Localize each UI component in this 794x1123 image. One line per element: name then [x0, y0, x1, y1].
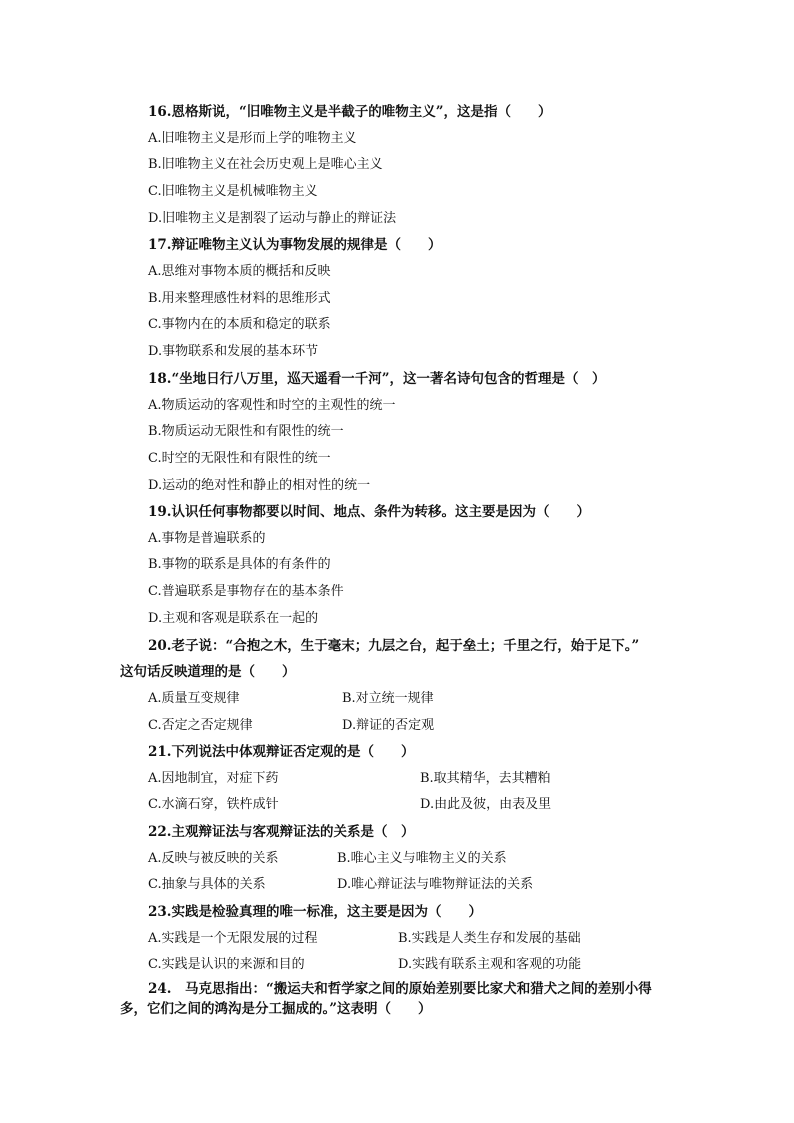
- question-19-option-a: A.事物是普遍联系的: [148, 531, 266, 546]
- question-17-option-c: C.事物内在的本质和稳定的联系: [148, 317, 331, 332]
- question-22-option-c: C.抽象与具体的关系: [148, 877, 266, 892]
- question-17-option-a: A.思维对事物本质的概括和反映: [148, 264, 331, 279]
- question-18-stem: 18.“坐地日行八万里，巡天遥看一千河”，这一著名诗句包含的哲理是（ ）: [148, 371, 606, 387]
- question-17-option-b: B.用来整理感性材料的思维形式: [148, 291, 331, 306]
- question-18-option-d: D.运动的绝对性和静止的相对性的统一: [148, 478, 371, 493]
- question-23-option-c: C.实践是认识的来源和目的: [148, 957, 305, 972]
- question-21-option-d: D.由此及彼，由表及里: [420, 797, 552, 812]
- question-20-stem-line-1: 20.老子说：“合抱之木，生于毫末；九层之台，起于垒土；千里之行，始于足下。”: [148, 638, 640, 654]
- question-19-stem: 19.认识任何事物都要以时间、地点、条件为转移。这主要是因为（ ）: [148, 504, 590, 520]
- question-22-option-a: A.反映与被反映的关系: [148, 851, 279, 866]
- question-23-option-b: B.实践是人类生存和发展的基础: [398, 931, 581, 946]
- question-24-stem-line-2: 多，它们之间的鸿沟是分工掘成的。”这表明（ ）: [120, 1001, 432, 1017]
- question-18-option-b: B.物质运动无限性和有限性的统一: [148, 424, 344, 439]
- question-21-option-c: C.水滴石穿，铁杵成针: [148, 797, 279, 812]
- question-20-option-d: D.辩证的否定观: [342, 718, 435, 733]
- question-16-option-b: B.旧唯物主义在社会历史观上是唯心主义: [148, 157, 383, 172]
- question-20-option-b: B.对立统一规律: [342, 691, 434, 706]
- question-24-stem-line-1: 24. 马克思指出：“搬运夫和哲学家之间的原始差别要比家犬和猎犬之间的差别小得: [148, 981, 652, 997]
- question-22-stem: 22.主观辩证法与客观辩证法的关系是（ ）: [148, 824, 415, 840]
- question-21-option-a: A.因地制宜，对症下药: [148, 771, 279, 786]
- question-17-stem: 17.辩证唯物主义认为事物发展的规律是（ ）: [148, 237, 442, 253]
- question-17-option-d: D.事物联系和发展的基本环节: [148, 344, 319, 359]
- question-22-option-d: D.唯心辩证法与唯物辩证法的关系: [337, 877, 534, 892]
- question-23-stem: 23.实践是检验真理的唯一标准，这主要是因为（ ）: [148, 904, 482, 920]
- question-23-option-a: A.实践是一个无限发展的过程: [148, 931, 318, 946]
- question-19-option-c: C.普遍联系是事物存在的基本条件: [148, 584, 344, 599]
- question-20-option-c: C.否定之否定规律: [148, 718, 253, 733]
- question-16-option-c: C.旧唯物主义是机械唯物主义: [148, 184, 318, 199]
- question-18-option-c: C.时空的无限性和有限性的统一: [148, 451, 331, 466]
- question-16-option-d: D.旧唯物主义是割裂了运动与静止的辩证法: [148, 211, 397, 226]
- question-20-option-a: A.质量互变规律: [148, 691, 240, 706]
- question-21-stem: 21.下列说法中体观辩证否定观的是（ ）: [148, 744, 415, 760]
- question-18-option-a: A.物质运动的客观性和时空的主观性的统一: [148, 398, 396, 413]
- question-16-stem: 16.恩格斯说，“旧唯物主义是半截子的唯物主义”，这是指（ ）: [148, 104, 552, 120]
- question-19-option-b: B.事物的联系是具体的有条件的: [148, 557, 331, 572]
- question-19-option-d: D.主观和客观是联系在一起的: [148, 611, 319, 626]
- question-16-option-a: A.旧唯物主义是形而上学的唯物主义: [148, 131, 357, 146]
- question-22-option-b: B.唯心主义与唯物主义的关系: [337, 851, 507, 866]
- question-21-option-b: B.取其精华，去其糟粕: [420, 771, 551, 786]
- question-20-stem-line-2: 这句话反映道理的是（ ）: [120, 664, 296, 680]
- question-23-option-d: D.实践有联系主观和客观的功能: [398, 957, 582, 972]
